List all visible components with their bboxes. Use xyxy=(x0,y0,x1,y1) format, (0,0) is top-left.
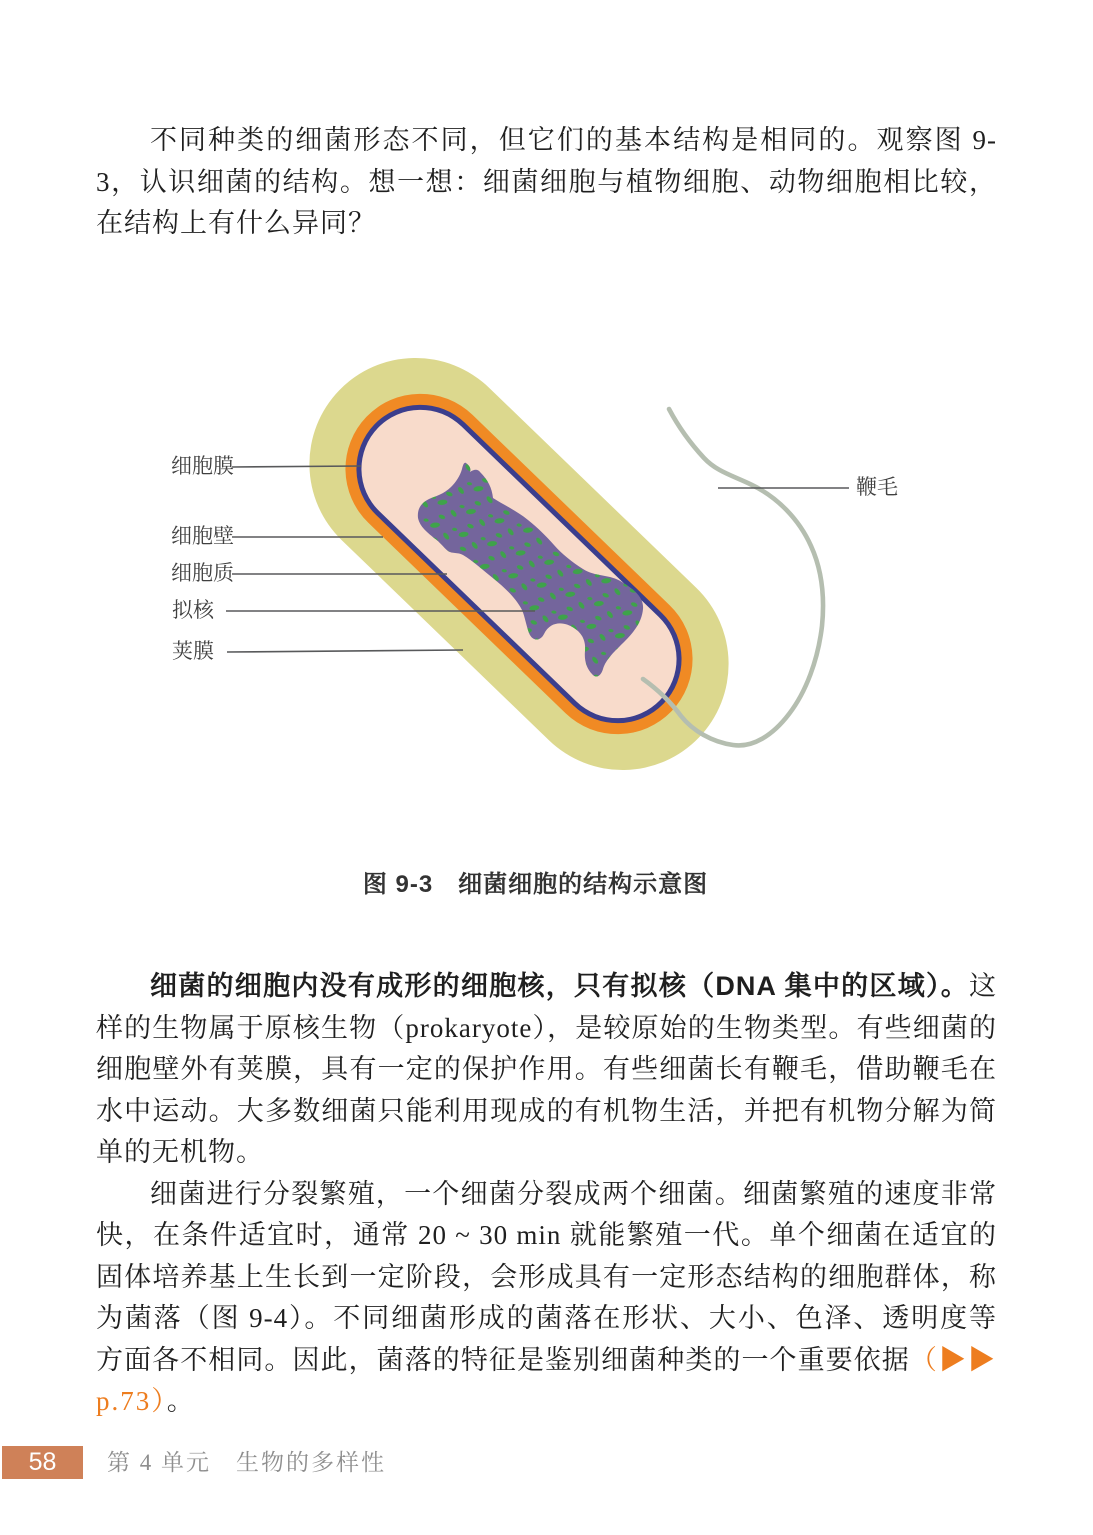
label-capsule: 荚膜 xyxy=(172,640,214,663)
label-nucleoid: 拟核 xyxy=(172,599,214,622)
page-number: 58 xyxy=(28,1448,57,1476)
figure-caption: 图 9-3 细菌细胞的结构示意图 xyxy=(362,871,709,898)
label-cytoplasm: 细胞质 xyxy=(171,562,234,585)
paragraph-prokaryote xyxy=(96,966,997,1174)
page-number-badge xyxy=(2,1446,83,1479)
capsule-pointer xyxy=(227,650,463,652)
body-text xyxy=(96,966,997,1423)
prokaryote-rest-text: 这样的生物属于原核生物（prokaryote），是较原始的生物类型。有些细菌的细胞壁外有荚膜，具有一定的保护作用。有些细菌长有鞭毛，借助鞭毛在水中运动。大多数细菌只能利用现成的有机物生活，并把有机物分解为简单的无机物。 xyxy=(96,971,997,1167)
cell-membrane-pointer xyxy=(232,466,361,467)
label-cell-wall: 细胞壁 xyxy=(171,525,234,548)
label-flagellum: 鞭毛 xyxy=(856,476,898,499)
prokaryote-key-sentence: 细菌的细胞内没有成形的细胞核，只有拟核（DNA 集中的区域）。 xyxy=(150,971,969,1001)
sentence-end: 。 xyxy=(166,1386,195,1416)
page-ref-link: （▶▶ p.73） xyxy=(96,1344,998,1416)
label-cell-membrane: 细胞膜 xyxy=(171,455,234,478)
reproduction-text: 细菌进行分裂繁殖，一个细菌分裂成两个细菌。细菌繁殖的速度非常快，在条件适宜时，通常 20 ~ 30 min 就能繁殖一代。单个细菌在适宜的固体培养基上生长到一定阶段，会形成具有一定形态结构的细胞群体，称为菌落（图 9-4）。不同细菌形成的菌落在形状、大小、色泽、透明度等方面各不相同。因此，菌落的特征是鉴别细菌种类的一个重要依据 xyxy=(96,1178,997,1375)
intro-paragraph: 不同种类的细菌形态不同，但它们的基本结构是相同的。观察图 9-3，认识细菌的结构。想一想：细菌细胞与植物细胞、动物细胞相比较，在结构上有什么异同？ xyxy=(96,125,997,238)
unit-title: 第 4 单元 生物的多样性 xyxy=(107,1450,386,1475)
paragraph-reproduction xyxy=(96,1174,997,1423)
